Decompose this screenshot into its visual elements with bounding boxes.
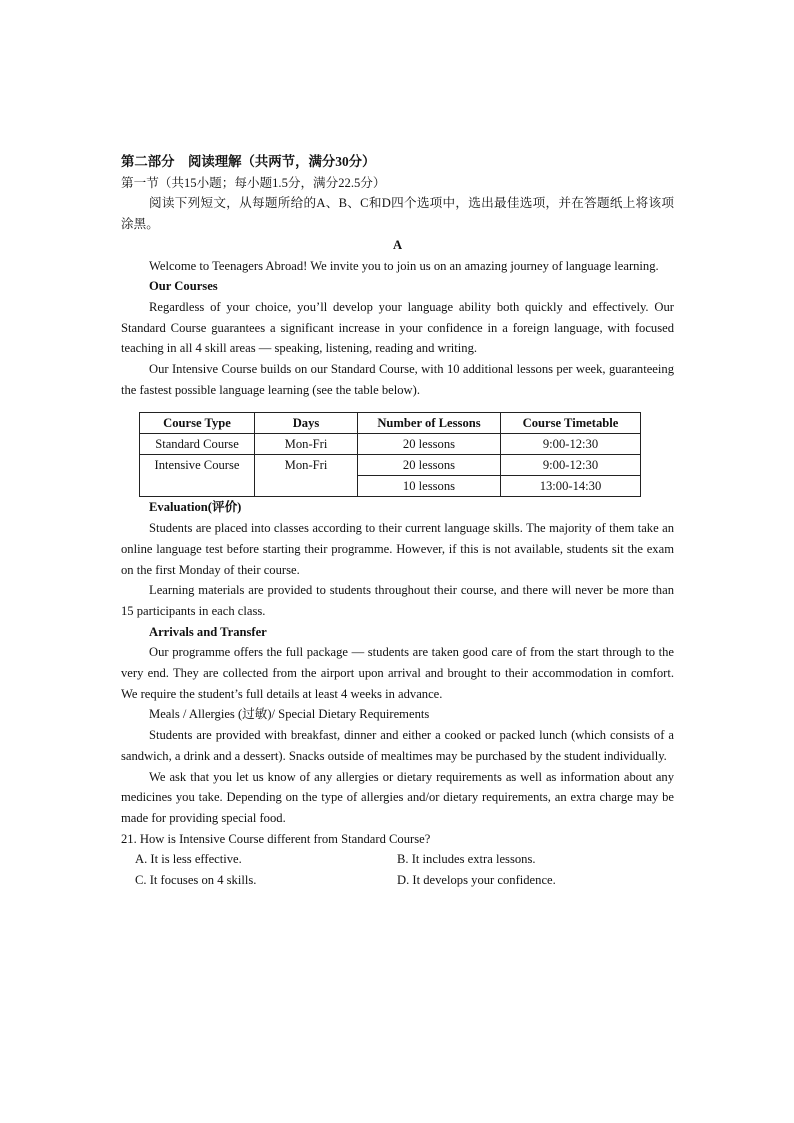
question-stem: 21. How is Intensive Course different from Standard Course? <box>121 831 431 846</box>
section-subtitle: 第一节（共15小题；每小题1.5分，满分22.5分） <box>121 175 386 190</box>
table-header: Course Type <box>140 413 255 434</box>
option-c: C. It focuses on 4 skills. <box>135 873 257 888</box>
intro-paragraph: Welcome to Teenagers Abroad! We invite you to join us on an amazing journey of language learning. <box>149 258 659 273</box>
table-row <box>140 434 641 455</box>
answer-options <box>121 849 674 890</box>
table-header: Days <box>255 413 358 434</box>
option-d: D. It develops your confidence. <box>397 873 556 888</box>
table-cell: Mon-Fri <box>255 455 358 497</box>
exam-page <box>121 152 674 891</box>
table-cell: 20 lessons <box>358 455 501 476</box>
table-cell: 20 lessons <box>358 434 501 455</box>
table-cell: 9:00-12:30 <box>501 434 641 455</box>
meals-heading: Meals / Allergies (过敏)/ Special Dietary Requirements <box>149 707 430 722</box>
section-title: 第二部分 阅读理解（共两节，满分30分） <box>121 154 376 169</box>
meals-paragraph-1: Students are provided with breakfast, dinner and either a cooked or packed lunch (which consists of a sandwich, a drink and a dessert). Snacks outside of mealtimes may be purchased by the student individually. <box>121 728 674 763</box>
table-cell: Standard Course <box>140 434 255 455</box>
table-cell: 13:00-14:30 <box>501 476 641 497</box>
evaluation-heading: Evaluation(评价) <box>149 500 242 515</box>
courses-paragraph-1: Regardless of your choice, you’ll develop your language ability both quickly and effectively. Our Standard Course guarantees a significant increase in your confidence in a foreign language, with focused teaching in all 4 skill areas — speaking, listening, reading and writing. <box>121 299 674 356</box>
table-header: Course Timetable <box>501 413 641 434</box>
evaluation-paragraph-1: Students are placed into classes according to their current language skills. The majority of them take an online language test before starting their programme. However, if this is not available, students sit the exam on the first Monday of their course. <box>121 521 674 577</box>
passage-label: A <box>392 237 403 252</box>
meals-paragraph-2: We ask that you let us know of any allergies or dietary requirements as well as information about any medicines you take. Depending on the type of allergies and/or dietary requirements, an extra charge may be made for providing special food. <box>121 769 674 825</box>
table-cell: Intensive Course <box>140 455 255 497</box>
evaluation-paragraph-2: Learning materials are provided to students throughout their course, and there will never be more than 15 participants in each class. <box>121 583 674 618</box>
table-cell: 9:00-12:30 <box>501 455 641 476</box>
arrivals-heading: Arrivals and Transfer <box>149 624 267 639</box>
table-cell: Mon-Fri <box>255 434 358 455</box>
courses-heading: Our Courses <box>149 279 218 294</box>
instructions: 阅读下列短文，从每题所给的A、B、C和D四个选项中，选出最佳选项，并在答题纸上将该项涂黑。 <box>121 196 674 232</box>
table-cell: 10 lessons <box>358 476 501 497</box>
courses-paragraph-2: Our Intensive Course builds on our Standard Course, with 10 additional lessons per week, guaranteeing the fastest possible language learning (see the table below). <box>121 362 674 397</box>
course-table <box>139 412 641 497</box>
table-row <box>140 455 641 476</box>
table-header-row <box>140 413 641 434</box>
option-a: A. It is less effective. <box>135 852 242 867</box>
arrivals-paragraph: Our programme offers the full package — students are taken good care of from the start through to the very end. They are collected from the airport upon arrival and brought to their accommodation in comfort. We require the student’s full details at least 4 weeks in advance. <box>121 645 674 701</box>
table-header: Number of Lessons <box>358 413 501 434</box>
option-b: B. It includes extra lessons. <box>397 852 536 867</box>
